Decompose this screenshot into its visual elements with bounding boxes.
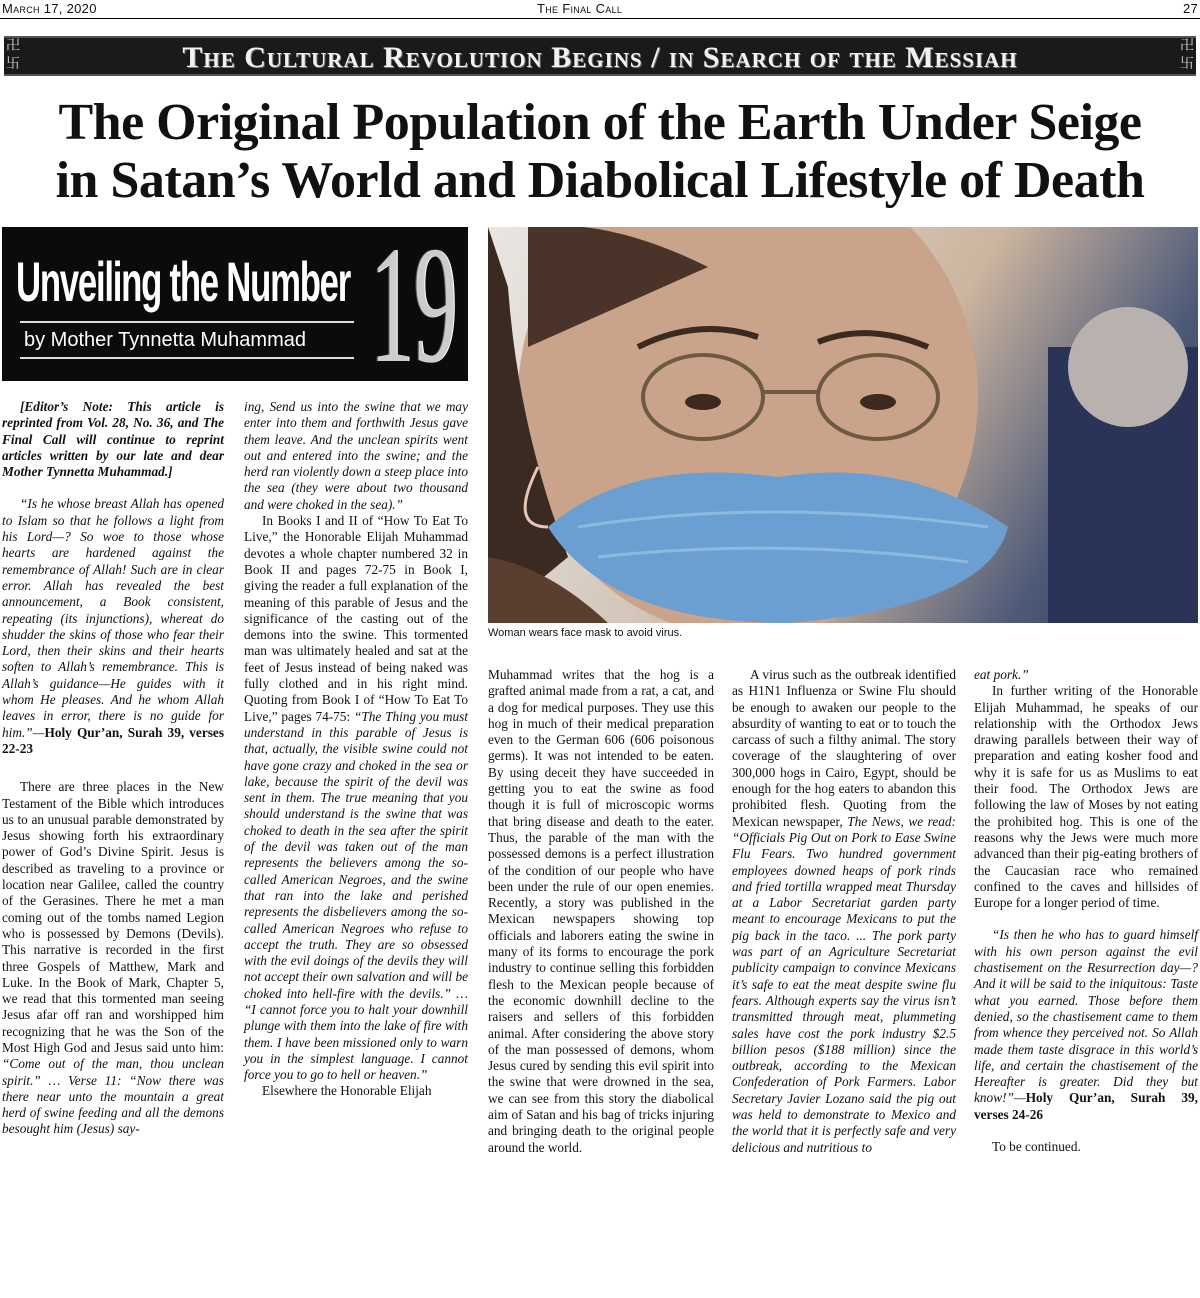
article-paragraph: In Books I and II of “How To Eat To Live,” the Honorable Elijah Muhammad devotes a whole chapter numbered 32 in Book II and pages 72-75 in Book I, giving the reader a full explanation of the meaning of this parable of Jesus and the significance of the casting out of the demons into the swine. This tormented man was ultimately healed and sat at the feet of Jesus instead of being naked was fully clothed and in his right mind. Quoting from Book I of “How To Eat To Live,” pages 74-75: “The Thing you must understand in this parable of Jesus is that, actually, the visible swine could not have gone crazy and choked in the sea or lake, because the spirit of the devil was sent in them. The true meaning that you should understand is the swine that was choked to death in the sea after the spirit of the devil was taken out of the man represents the believers among the so-called American Negroes, and the swine that ran into the lake and perished represents the disbelievers among the so-called American Negroes who refuse to accept the truth. They are so obsessed with the evil doings of the devils they will not accept their own salvation and will be choked into hell-fire with the devils.” … “I cannot force you to halt your downhill plunge with them into the lake of fire with them. I have been missioned only to warn you in the simplest language. I cannot force you to go to hell or heaven.” — [244, 513, 469, 1083]
headline — [0, 94, 1200, 210]
logo-rule — [20, 321, 354, 323]
section-banner — [4, 36, 1196, 76]
column-logo — [2, 227, 468, 381]
headline-line-2: in Satan’s World and Diabolical Lifestyle of Death — [55, 152, 1145, 209]
quran-quote: “Is then he who has to guard himself with his own person against the evil chastisement on the Resurrection day—? And it will be said to the iniquitous: Taste what you earned. Those before them denied, so the chastisement came to them from whence they perceived not. So Allah made them taste disgrace in this world’s life, and certain the chastisement of the Hereafter is greater. Did they but know!”—Holy Qur’an, Surah 39, verses 24-26 — [974, 927, 1198, 1122]
article-paragraph: A virus such as the outbreak identified as H1N1 Influenza or Swine Flu should be enough to awaken our people to the absurdity of wanting to eat or to touch the carcass of such a filthy animal. The story coverage of the slaughtering of over 300,000 hogs in Cairo, Egypt, should be enough for the hog eaters to abandon this prohibited flesh. Quoting from the Mexican newspaper, The News, we read: “Officials Pig Out on Pork to Ease Swine Flu Fears. Two hundred government employees downed heaps of pork rinds and fried tortilla wrapped meat Thursday at a Labor Secretariat garden party meant to encourage Mexicans to put the pig back in the taco. ... The pork party was part of an Agriculture Secretariat publicity campaign to convince Mexicans it’s safe to eat the meat despite swine flu fears. Although experts say the virus isn’t transmitted through meat, plummeting sales have cost the pork industry $2.5 billion pesos ($188 million) since the outbreak, according to the Mexican Confederation of Pork Farmers. Labor Secretary Javier Lozano said the pig out was held to demonstrate to Mexico and the world that it is perfectly safe and very delicious and nutritious to — [732, 667, 956, 1155]
to-be-continued: To be continued. — [992, 1139, 1081, 1155]
corner-ornament-icon: 卐 — [1180, 57, 1194, 72]
banner-text: The Cultural Revolution Begins / in Search of the Messiah — [182, 41, 1018, 74]
column-byline: by Mother Tynnetta Muhammad — [24, 329, 306, 351]
article-column-4 — [732, 667, 956, 1156]
editors-note: [Editor’s Note: This article is reprinted from Vol. 28, No. 36, and The Final Call will continue to reprint articles written by our late and dear Mother Tynnetta Muhammad.] — [2, 399, 224, 480]
photo-caption: Woman wears face mask to avoid virus. — [488, 627, 683, 639]
news-photo — [488, 227, 1198, 623]
article-column-1 — [2, 399, 224, 1138]
quote-source: Holy Qur’an, Surah 39, verses 24-26 — [974, 1090, 1198, 1122]
italic-continuation: ing, Send us into the swine that we may enter into them and forthwith Jesus gave them leave. And the unclean spirits went out and entered into the swine; and the herd ran violently down a steep place into the sea (they were about two thousand and were choked in the sea).” — [244, 399, 468, 512]
column-logo-title: Unveiling the Number — [16, 250, 351, 313]
article-column-5 — [974, 667, 1198, 1155]
page-number: 27 — [1182, 1, 1198, 16]
column-logo-number: 19 — [370, 227, 458, 381]
quran-quote: “Is he whose breast Allah has opened to Islam so that he follows a light from his Lord—? So woe to those whose hearts are hardened against the remembrance of Allah! Such are in clear error. Allah has revealed the best announcement, a Book consistent, repeating (its injunctions), whereat do shudder the skins of those who fear their Lord, then their skins and their hearts soften to Allah’s remembrance. This is Allah’s guidance—He guides with it whom He pleases. And he whom Allah leaves in error, there is no guide for him.”—Holy Qur’an, Surah 39, verses 22-23 — [2, 496, 224, 756]
article-column-3 — [488, 667, 714, 1156]
quote-source: Holy Qur’an, Surah 39, verses 22-23 — [2, 724, 224, 756]
article-paragraph: Muhammad writes that the hog is a grafted animal made from a rat, a cat, and a dog for medical purposes. They use this hog in much of their medical preparation even to the German 606 (606 poisonous germs). It was not intended to be eaten. By using deceit they have succeeded in getting you to eat the swine as food though it is full of microscopic worms that bring disease and death to the eater. Thus, the parable of the man with the possessed demons is a perfect illustration of the condition of our people who have been under the rule of our open enemies. Recently, a story was published in the Mexican newspapers showing top officials and laborers eating the swine in many of its forms to encourage the pork industry to continue selling this forbidden flesh to the Mexican people because of the economic downhill decline to the raisers and sellers of this forbidden animal. After considering the above story of the man possessed of demons, whom Jesus cured by sending this evil spirit into the swine that were drowned in the sea, we can see from this story the diabolical aim of Satan and his bag of tricks injuring and bringing death to the original people around the world. — [488, 667, 714, 1155]
logo-rule — [20, 357, 354, 359]
corner-ornament-icon: 卐 — [6, 57, 20, 72]
issue-date: March 17, 2020 — [2, 1, 97, 16]
headline-line-1: The Original Population of the Earth Under Seige — [58, 94, 1142, 151]
corner-ornament-icon: 卍 — [1180, 39, 1194, 54]
italic-continuation: eat pork.” — [974, 667, 1029, 682]
article-column-2 — [244, 399, 468, 1100]
article-paragraph: Elsewhere the Honorable Elijah — [262, 1083, 432, 1099]
photo-illustration — [488, 227, 1198, 623]
corner-ornament-icon: 卍 — [6, 39, 20, 54]
article-paragraph: There are three places in the New Testament of the Bible which introduces us to an unusual parable demonstrated by Jesus showing forth his extraordinary power of God’s Divine Spirit. Jesus is described as traveling to a province or location near Galilee, called the country of the Gerasines. There he met a man coming out of the tombs named Legion who is possessed by Demons (Devils). This narrative is recorded in the first three Gospels of Matthew, Mark and Luke. In the Book of Mark, Chapter 5, we read that this tormented man seeing Jesus afar off ran and worshipped him recognizing that he was the Son of the Most High God and Jesus said unto him: “Come out of the man, thou unclean spirit.” … Verse 11: “Now there was there near unto the mountain a great herd of swine feeding and all the demons besought him (Jesus) say- — [2, 779, 224, 1137]
publication-name: The Final Call — [537, 1, 623, 16]
page-header — [0, 0, 1200, 19]
article-paragraph: In further writing of the Honorable Elijah Muhammad, he speaks of our relationship with the Orthodox Jews drawing parallels between their way of preparation and eating kosher food and why it is safe for us as Muslims to eat their food. The Orthodox Jews are following the law of Moses by not eating the prohibited hog. This is one of the reasons why the Jews were much more advanced than their pig-eating brothers of the Caucasian race who remained confined to the caves and hillsides of Europe for a longer period of time. — [974, 683, 1198, 911]
